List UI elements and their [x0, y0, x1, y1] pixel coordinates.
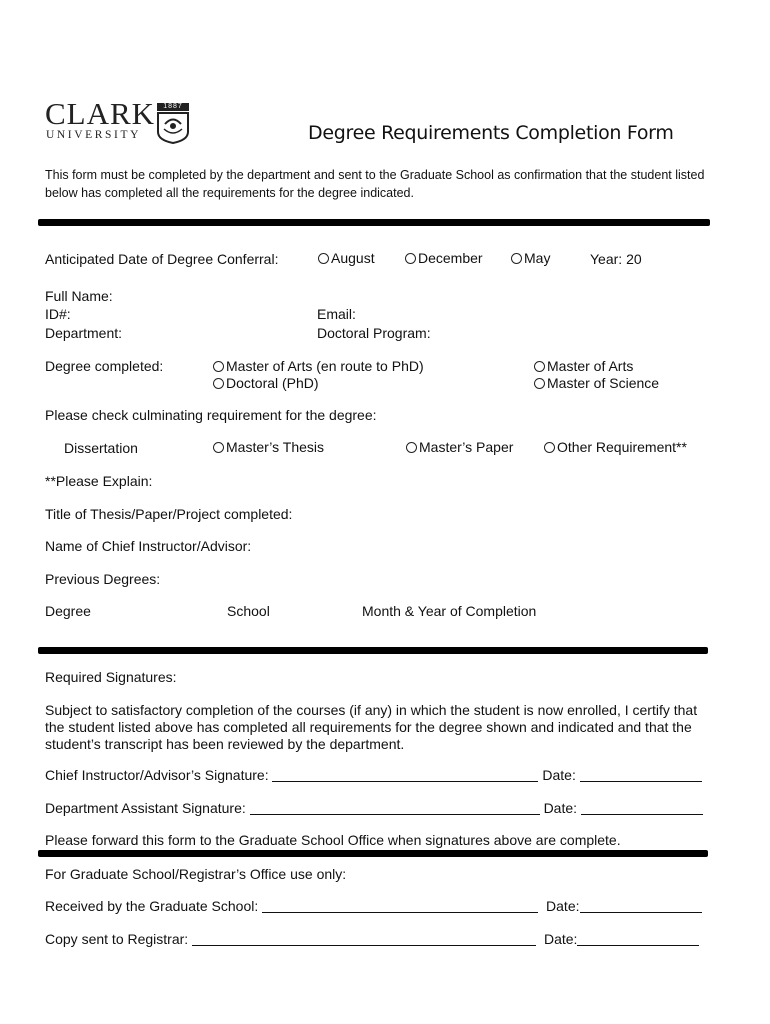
logo-seal	[156, 102, 190, 144]
received-field[interactable]	[262, 899, 538, 913]
radio-icon[interactable]	[511, 253, 522, 264]
degree-completed-label: Degree completed:	[45, 358, 164, 374]
culminating-dissertation: Dissertation	[64, 440, 138, 456]
degree-option-label: Doctoral (PhD)	[226, 375, 319, 391]
office-heading: For Graduate School/Registrar’s Office use only:	[45, 866, 347, 882]
assistant-signature-label: Department Assistant Signature:	[45, 800, 246, 816]
conferral-option-label: December	[418, 250, 483, 266]
signatures-heading: Required Signatures:	[45, 669, 177, 685]
chief-signature-label: Chief Instructor/Advisor’s Signature:	[45, 767, 269, 783]
radio-icon[interactable]	[405, 253, 416, 264]
assistant-signature-field[interactable]	[250, 801, 540, 815]
received-date-field[interactable]	[580, 899, 702, 913]
conferral-label: Anticipated Date of Degree Conferral:	[45, 251, 279, 267]
forward-note: Please forward this form to the Graduate School Office when signatures above are complete.	[45, 832, 621, 848]
chief-signature-row	[45, 767, 702, 784]
conferral-option-december[interactable]	[405, 250, 483, 267]
certification-line-3: student’s transcript has been reviewed by the department.	[45, 736, 405, 752]
form-title: Degree Requirements Completion Form	[308, 122, 674, 144]
radio-icon[interactable]	[213, 378, 224, 389]
section-divider-2	[38, 647, 708, 654]
conferral-year-label: Year: 20	[590, 251, 642, 267]
intro-line-1: This form must be completed by the department and sent to the Graduate School as confirmation that the student listed	[45, 168, 705, 182]
previous-degrees-label: Previous Degrees:	[45, 571, 161, 587]
copy-label: Copy sent to Registrar:	[45, 931, 189, 947]
advisor-label: Name of Chief Instructor/Advisor:	[45, 538, 252, 554]
radio-icon[interactable]	[406, 442, 417, 453]
degrees-header-completion: Month & Year of Completion	[362, 603, 537, 619]
email-label: Email:	[317, 306, 356, 322]
radio-icon[interactable]	[534, 361, 545, 372]
assistant-date-label: Date:	[543, 800, 578, 816]
received-row	[45, 898, 702, 915]
id-label: ID#:	[45, 306, 71, 322]
full-name-label: Full Name:	[45, 288, 113, 304]
degrees-header-school: School	[227, 603, 270, 619]
radio-icon[interactable]	[544, 442, 555, 453]
explain-label: **Please Explain:	[45, 473, 153, 489]
culminating-option-other[interactable]	[544, 439, 687, 456]
degree-option-ms[interactable]	[534, 375, 659, 392]
radio-icon[interactable]	[318, 253, 329, 264]
received-date-label: Date:	[546, 898, 580, 914]
certification-line-1: Subject to satisfactory completion of the courses (if any) in which the student is now enrolled, I certify that	[45, 702, 698, 718]
conferral-option-may[interactable]	[511, 250, 550, 267]
assistant-date-field[interactable]	[581, 801, 703, 815]
culminating-option-label: Master’s Paper	[419, 439, 514, 455]
copy-field[interactable]	[192, 932, 536, 946]
radio-icon[interactable]	[534, 378, 545, 389]
conferral-option-label: May	[524, 250, 551, 266]
radio-icon[interactable]	[213, 361, 224, 372]
culminating-option-thesis[interactable]	[213, 439, 324, 456]
thesis-title-label: Title of Thesis/Paper/Project completed:	[45, 506, 293, 522]
degree-option-label: Master of Arts	[547, 358, 634, 374]
received-label: Received by the Graduate School:	[45, 898, 259, 914]
degree-option-ma-enroute[interactable]	[213, 358, 424, 375]
degree-option-phd[interactable]	[213, 375, 319, 392]
culminating-option-label: Other Requirement**	[557, 439, 687, 455]
section-divider-3	[38, 850, 708, 857]
assistant-signature-row	[45, 800, 703, 817]
intro-line-2: below has completed all the requirements for the degree indicated.	[45, 186, 414, 200]
culminating-option-label: Master’s Thesis	[226, 439, 325, 455]
copy-date-label: Date:	[543, 931, 578, 947]
conferral-option-august[interactable]	[318, 250, 375, 267]
logo-name-clark: CLARK	[45, 96, 156, 131]
conferral-option-label: August	[331, 250, 375, 266]
radio-icon[interactable]	[213, 442, 224, 453]
chief-date-field[interactable]	[580, 768, 702, 782]
culminating-option-paper[interactable]	[406, 439, 513, 456]
chief-date-label: Date:	[542, 767, 576, 783]
chief-signature-field[interactable]	[272, 768, 538, 782]
degree-option-ma[interactable]	[534, 358, 633, 375]
culminating-label: Please check culminating requirement for the degree:	[45, 407, 377, 423]
degrees-header-degree: Degree	[45, 603, 91, 619]
doctoral-program-label: Doctoral Program:	[317, 325, 431, 341]
copy-row	[45, 931, 699, 948]
logo-name-university: UNIVERSITY	[46, 129, 141, 141]
section-divider-1	[38, 219, 710, 226]
department-label: Department:	[45, 325, 123, 341]
degree-option-label: Master of Arts (en route to PhD)	[226, 358, 424, 374]
degree-option-label: Master of Science	[547, 375, 660, 391]
logo-year: 1887	[163, 103, 183, 110]
copy-date-field[interactable]	[577, 932, 699, 946]
certification-line-2: the student listed above has completed all requirements for the degree shown and indicated and that the	[45, 719, 692, 735]
